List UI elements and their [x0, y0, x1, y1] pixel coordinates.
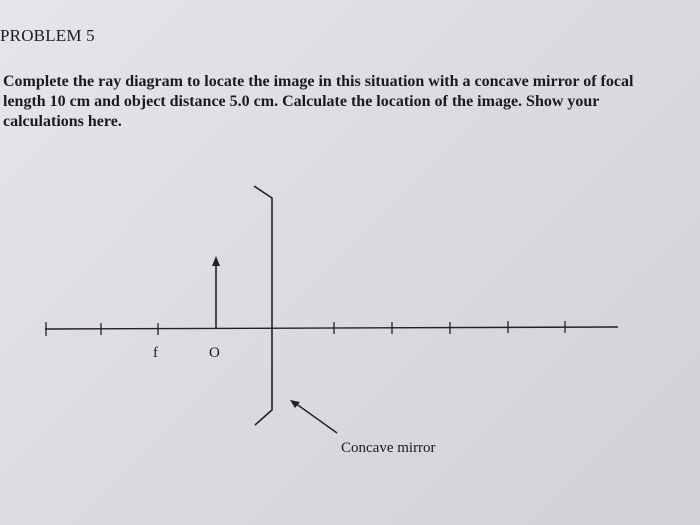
- problem-heading: PROBLEM 5: [0, 26, 95, 45]
- principal-axis: [45, 327, 618, 329]
- problem-line-2: length 10 cm and object distance 5.0 cm. Calculate the location of the image. Show your: [3, 93, 600, 110]
- object-arrowhead: [212, 256, 220, 266]
- mirror-pointer-arrow: [295, 403, 337, 433]
- mirror-caption: Concave mirror: [341, 440, 436, 456]
- object-label: O: [209, 345, 220, 361]
- problem-line-3: calculations here.: [3, 113, 122, 130]
- focal-point-label: f: [153, 345, 158, 361]
- mirror-pointer-arrowhead: [290, 400, 300, 408]
- concave-mirror: [254, 186, 272, 425]
- problem-line-1: Complete the ray diagram to locate the image in this situation with a concave mirror of focal: [3, 73, 634, 90]
